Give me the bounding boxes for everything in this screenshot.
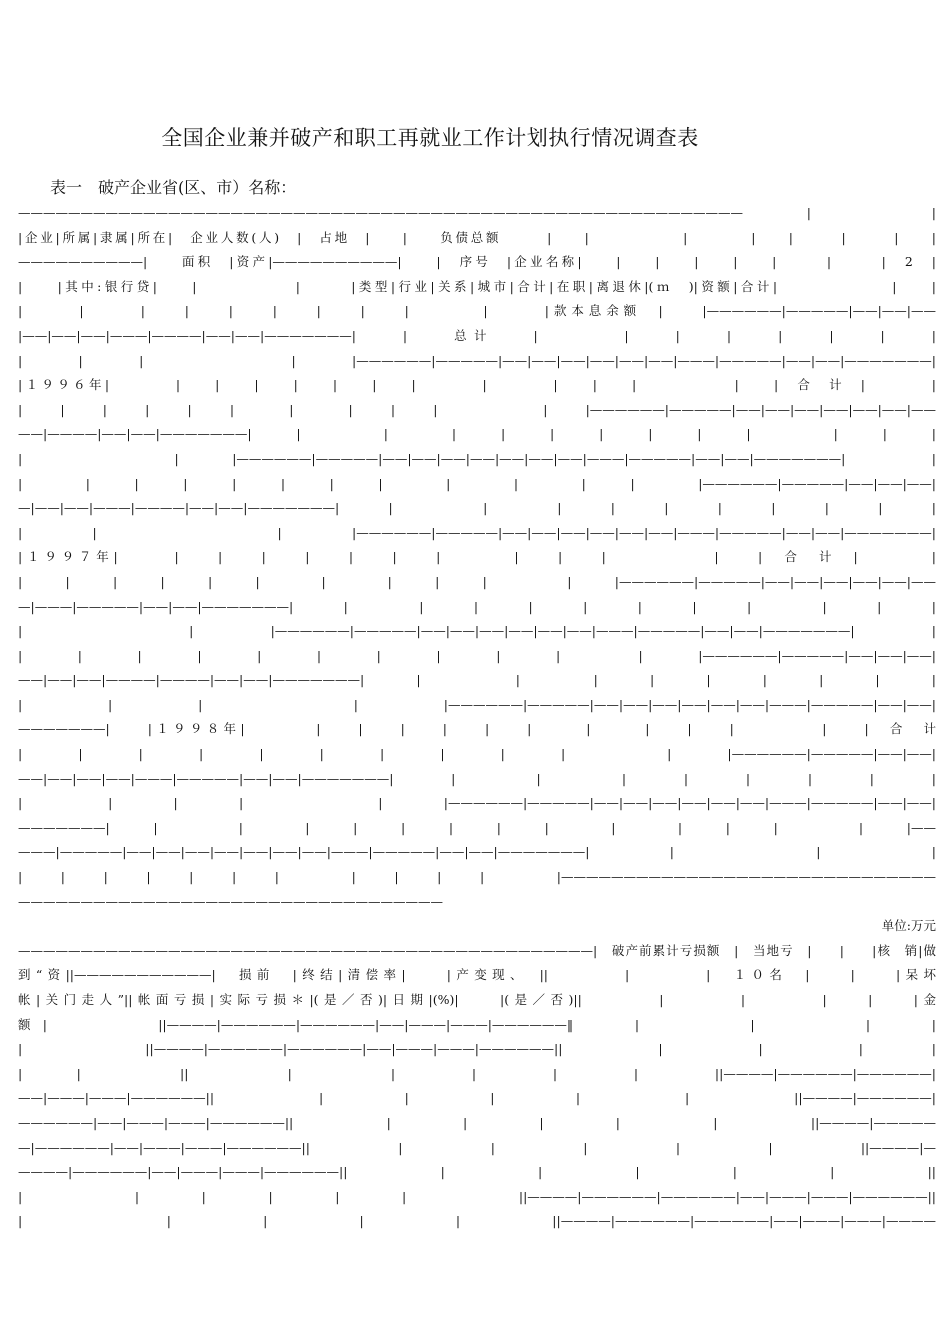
table-text-line: 单位:万元 bbox=[881, 918, 936, 934]
table-text-line: | | |——————|—————|——|——|——|——|——|——|———|—————|——|——|———————| | bbox=[18, 623, 936, 639]
table-text-line: ——————|——|———|———|——————|| | | | | | ||————|————— bbox=[18, 1114, 936, 1130]
table-text-line: | | | | |——————|—————|——|——|——|——|——|——|———|—————|——|——|———————| bbox=[18, 352, 936, 368]
table-text-line: —|——|——|———|————|——|——|———————| | | | | | | | | | | bbox=[18, 500, 936, 516]
table-text-line: | | | | | | | | | | | |——————|—————|——|——|——|——|——|——|—— bbox=[18, 401, 936, 417]
table-text-line: ——|————|——|——|———————| | | | | | | | | | | | | bbox=[18, 426, 936, 442]
table-text-line: —|———|—————|——|——|———————| | | | | | | | | | | | bbox=[18, 598, 936, 614]
table-text-line: | |其中:银行贷| | | |类型|行业|关系|城市|合计|在职|离退休|(ｍ )|资额|合计| | | bbox=[18, 278, 936, 294]
table-text-line: | | | | | | | | | | | | |——————|—————|——|——|——| bbox=[18, 475, 936, 491]
table-text-line: —————————————————————————————————— bbox=[18, 893, 443, 909]
table-subtitle: 表一 破产企业省(区、市）名称： bbox=[50, 178, 297, 197]
table-text-line: |１９９６年| | | | | | | | | | | | | | 合 计 | | bbox=[18, 377, 936, 393]
table-text-line: 额| ||————|——————|——————|——|———|———|——————‖ | | | | bbox=[18, 1016, 936, 1032]
page-title: 全国企业兼并破产和职工再就业工作计划执行情况调查表 bbox=[161, 126, 699, 150]
table-text-line: | | | |——————|—————|——|——|——|——|——|——|———|—————|——|——|———————| bbox=[18, 524, 936, 540]
table-text-line: 帐|关门走人”||帐面亏损|实际亏损＊|(是／否)|日期|(%)| |(是／否)|| | | | | |金 bbox=[18, 992, 936, 1007]
table-text-line: ————|——————|——|———|———|——————|| | | | | | || bbox=[18, 1164, 936, 1180]
table-text-line: 到“资||———————————| 损前 |终结|清偿率| |产变现、 || | | １０名 | | |呆坏 bbox=[18, 967, 936, 983]
table-text-line: | | | | | | ||————|——————|——————|——|———|———|——————|| bbox=[18, 1188, 936, 1204]
table-text-line: | | | | | |——————|—————|——|——|——|——|——|——|———|—————|——|——| bbox=[18, 795, 936, 811]
table-text-line: |１９９７年| | | | | | | | | | | | | 合 计 | | bbox=[18, 549, 936, 565]
table-text-line: ——|——|——|——|———|—————|——|——|———————| | | | | | | | | bbox=[18, 770, 936, 786]
table-text-line: ——|——|——|————|————|——|——|———————| | | | | | | | | | bbox=[18, 672, 936, 688]
table-text-line: | | | | | | | | | | | |——————|—————|——|——|——|——|——|—— bbox=[18, 573, 936, 589]
table-text-line: | | | | |——————|—————|——|——|——|——|——|——|———|—————|——|——| bbox=[18, 696, 936, 712]
table-text-line: | | | | | ||————|——————|——————|——|———|———|———— bbox=[18, 1213, 936, 1229]
table-text-line: | | |——————|—————|——|——|——|——|——|——|——|———|—————|——|——|———————| | bbox=[18, 450, 936, 466]
ascii-table bbox=[18, 201, 936, 1234]
table-text-line: ——|———|———|——————|| | | | | | ||————|——————| bbox=[18, 1090, 936, 1106]
table-text-line: ———|—————|——|——|——|——|——|——|——|———|—————|——|——|———————| | | | bbox=[18, 844, 936, 860]
table-text-line: | | | | | | | | | | | |——————|—————|——|——| bbox=[18, 746, 936, 762]
table-text-line: —————————————————————————————————————————————————————————— | | bbox=[18, 205, 936, 220]
table-text-line: ———————| |１９９８年| | | | | | | | | | | | | 合 计 bbox=[18, 721, 936, 737]
table-text-line: |企业|所属|隶属|所在| 企业人数(人) | 占地 | | 负债总额 | | | | | | | | bbox=[18, 229, 936, 245]
table-text-line: | ||————|——————|——————|——|———|———|——————|| | | | | bbox=[18, 1041, 936, 1057]
table-text-line: | | | | | | | | | | | |——————|—————|——|——|——| bbox=[18, 647, 936, 663]
table-text-line: ———————| | | | | | | | | | | | | | |—— bbox=[18, 819, 936, 835]
table-text-line: | | || | | | | | ||————|——————|——————| bbox=[18, 1065, 936, 1081]
table-text-line: | | | | | | | | | | | |—————————————————————————————— bbox=[18, 869, 936, 885]
table-text-line: ——————————| 面积 |资产|——————————| | 序号 |企业名称| | | | | | | | 2 | bbox=[18, 254, 936, 270]
table-text-line: —|——————|——|———|———|——————|| | | | | | ||————|— bbox=[18, 1139, 936, 1155]
table-text-line: | | | | | | | | | | |款本息余额 | |——————|—————|——|——|—— bbox=[18, 303, 936, 319]
table-text-line: ——————————————————————————————————————————————| 破产前累计亏损额 | 当地亏 | | |核 销|做 bbox=[18, 942, 936, 958]
table-text-line: |——|——|——|———|————|——|——|———————| | 总计 | | | | | | | | bbox=[18, 327, 936, 343]
